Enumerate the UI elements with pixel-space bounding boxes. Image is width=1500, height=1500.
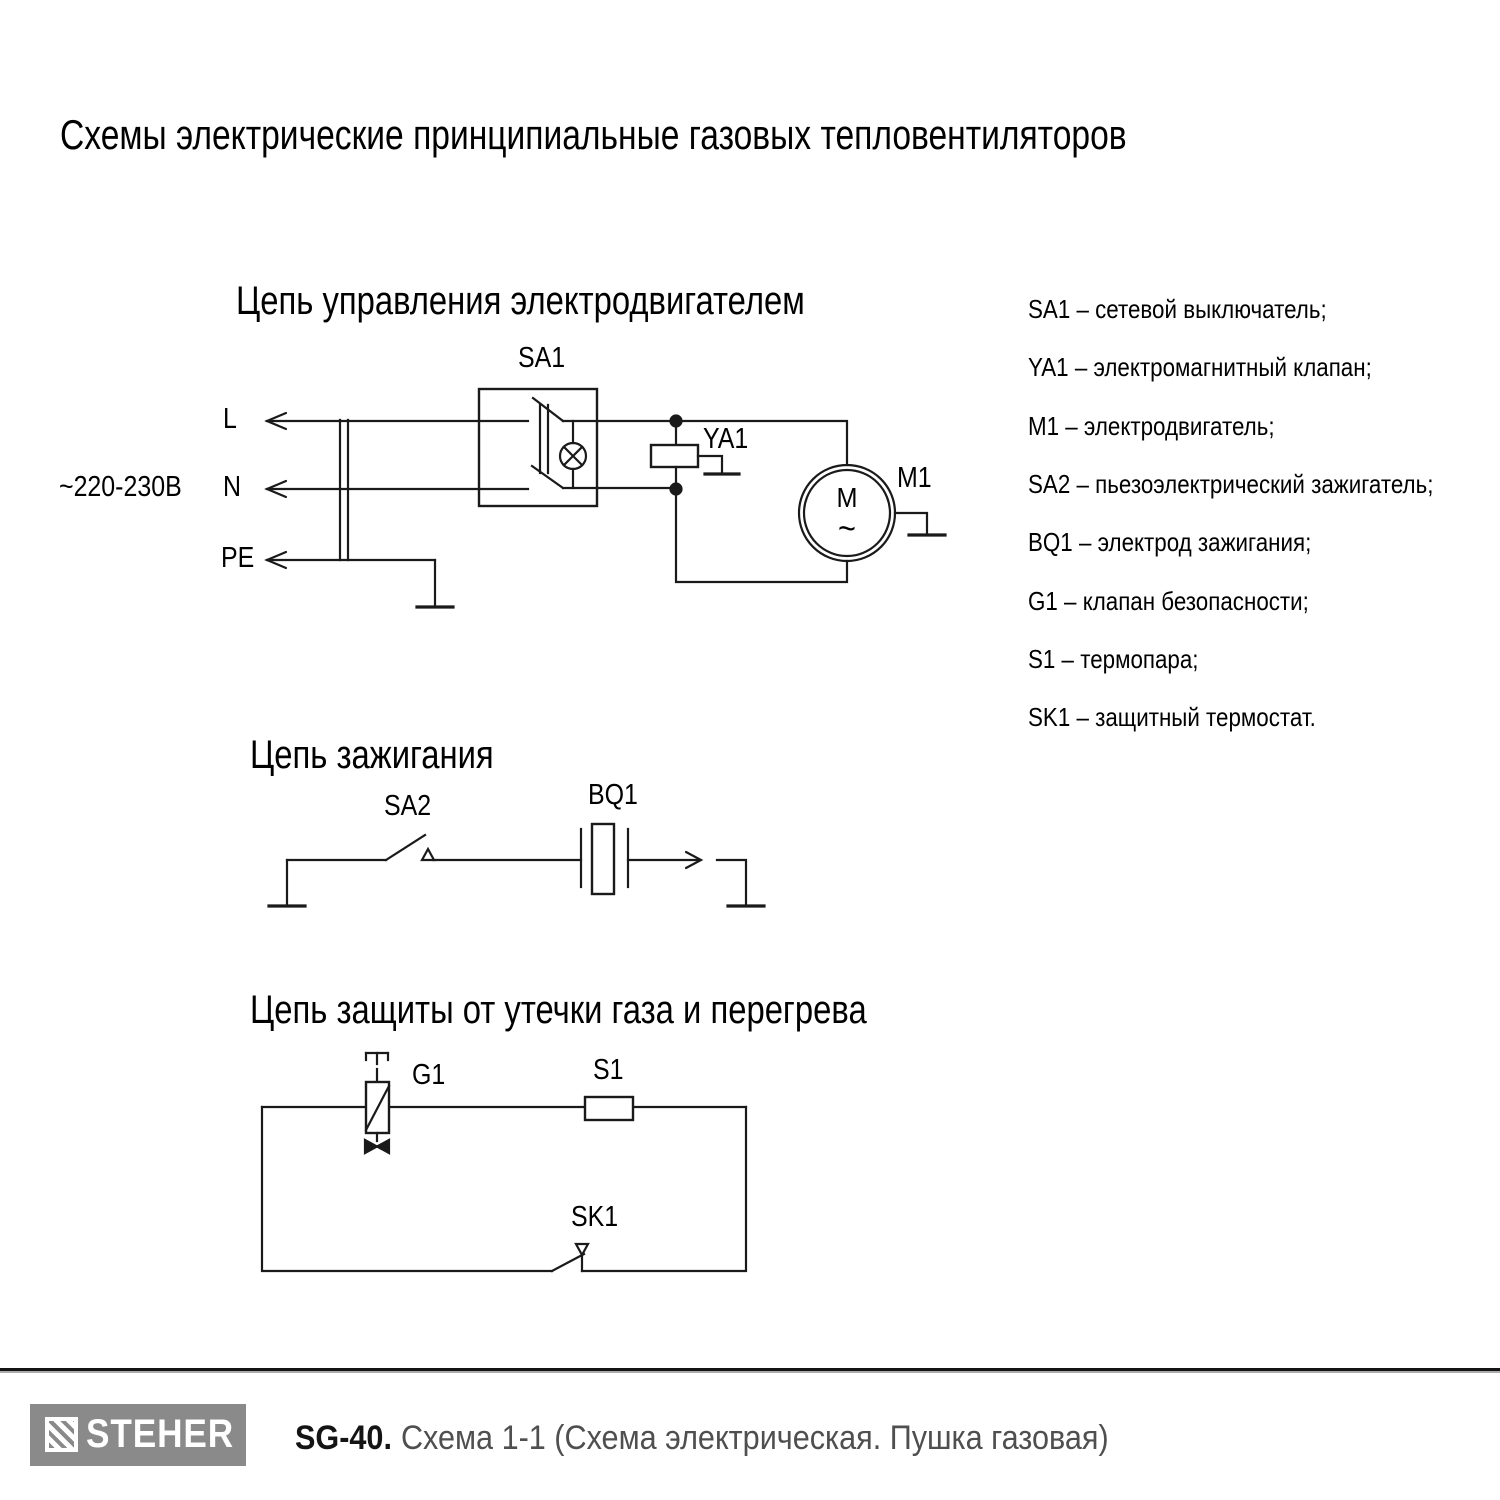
steher-mark-icon: [45, 1417, 78, 1452]
legend-item: YA1 – электромагнитный клапан;: [1028, 352, 1372, 382]
model-number: SG-40.: [295, 1419, 392, 1457]
legend-item: G1 – клапан безопасности;: [1028, 586, 1309, 616]
scheme-description: Схема 1-1 (Схема электрическая. Пушка газовая): [400, 1419, 1109, 1457]
page-title: Схемы электрические принципиальные газовых тепловентиляторов: [60, 111, 1127, 158]
wire: [676, 421, 847, 465]
ignition-left-ground-icon: [269, 860, 305, 906]
arrow-left-n-icon: [267, 481, 528, 497]
footer-caption: [295, 1419, 1109, 1458]
motor-m-letter: M: [836, 482, 858, 513]
legend-item: M1 – электродвигатель;: [1028, 411, 1275, 441]
pe-ground-icon: [417, 560, 453, 607]
line-n-label: N: [223, 471, 242, 503]
g1-safety-valve: [365, 1053, 389, 1153]
wire: [262, 1107, 552, 1271]
m1-label: M1: [897, 462, 932, 494]
sa2-switch: [386, 835, 434, 860]
ignition-circuit: [269, 824, 764, 906]
footer-separator-shadow: [0, 1371, 1500, 1373]
valve-bowtie-icon: [377, 1140, 389, 1153]
ignition-circuit-title: Цепь зажигания: [250, 733, 494, 777]
protection-circuit-title: Цепь защиты от утечки газа и перегрева: [250, 988, 867, 1032]
legend-item: BQ1 – электрод зажигания;: [1028, 527, 1312, 557]
s1-label: S1: [593, 1054, 624, 1086]
line-l-label: L: [223, 403, 237, 435]
sk1-thermostat-contact: [552, 1244, 588, 1271]
bq1-piezo-element: [581, 824, 628, 894]
bq1-label: BQ1: [588, 779, 638, 811]
legend-item: S1 – термопара;: [1028, 644, 1199, 674]
wire: [582, 1107, 746, 1271]
legend-item: SA2 – пьезоэлектрический зажигатель;: [1028, 469, 1434, 499]
arrow-left-pe-icon: [267, 552, 435, 568]
brand-name: STEHER: [86, 1412, 235, 1456]
ya1-label: YA1: [703, 423, 749, 455]
voltage-label: ~220-230В: [59, 471, 182, 503]
arrow-right-icon: [628, 852, 701, 868]
line-pe-label: PE: [221, 542, 255, 574]
sk1-label: SK1: [571, 1201, 619, 1233]
indicator-lamp-icon: [560, 421, 586, 488]
protection-circuit: [262, 1053, 746, 1271]
wire: [676, 489, 847, 582]
sa2-label: SA2: [384, 790, 432, 822]
ignition-right-ground-icon: [717, 860, 764, 906]
s1-thermocouple: [585, 1097, 633, 1120]
motor-circuit-title: Цепь управления электродвигателем: [236, 279, 805, 323]
sa1-label: SA1: [518, 342, 566, 374]
motor-ac-sign: ~: [838, 510, 856, 548]
g1-label: G1: [412, 1059, 446, 1091]
legend-item: SK1 – защитный термостат.: [1028, 702, 1316, 732]
brand-logo: [30, 1404, 246, 1466]
legend-item: SA1 – сетевой выключатель;: [1028, 294, 1327, 324]
arrow-left-l-icon: [267, 413, 528, 429]
